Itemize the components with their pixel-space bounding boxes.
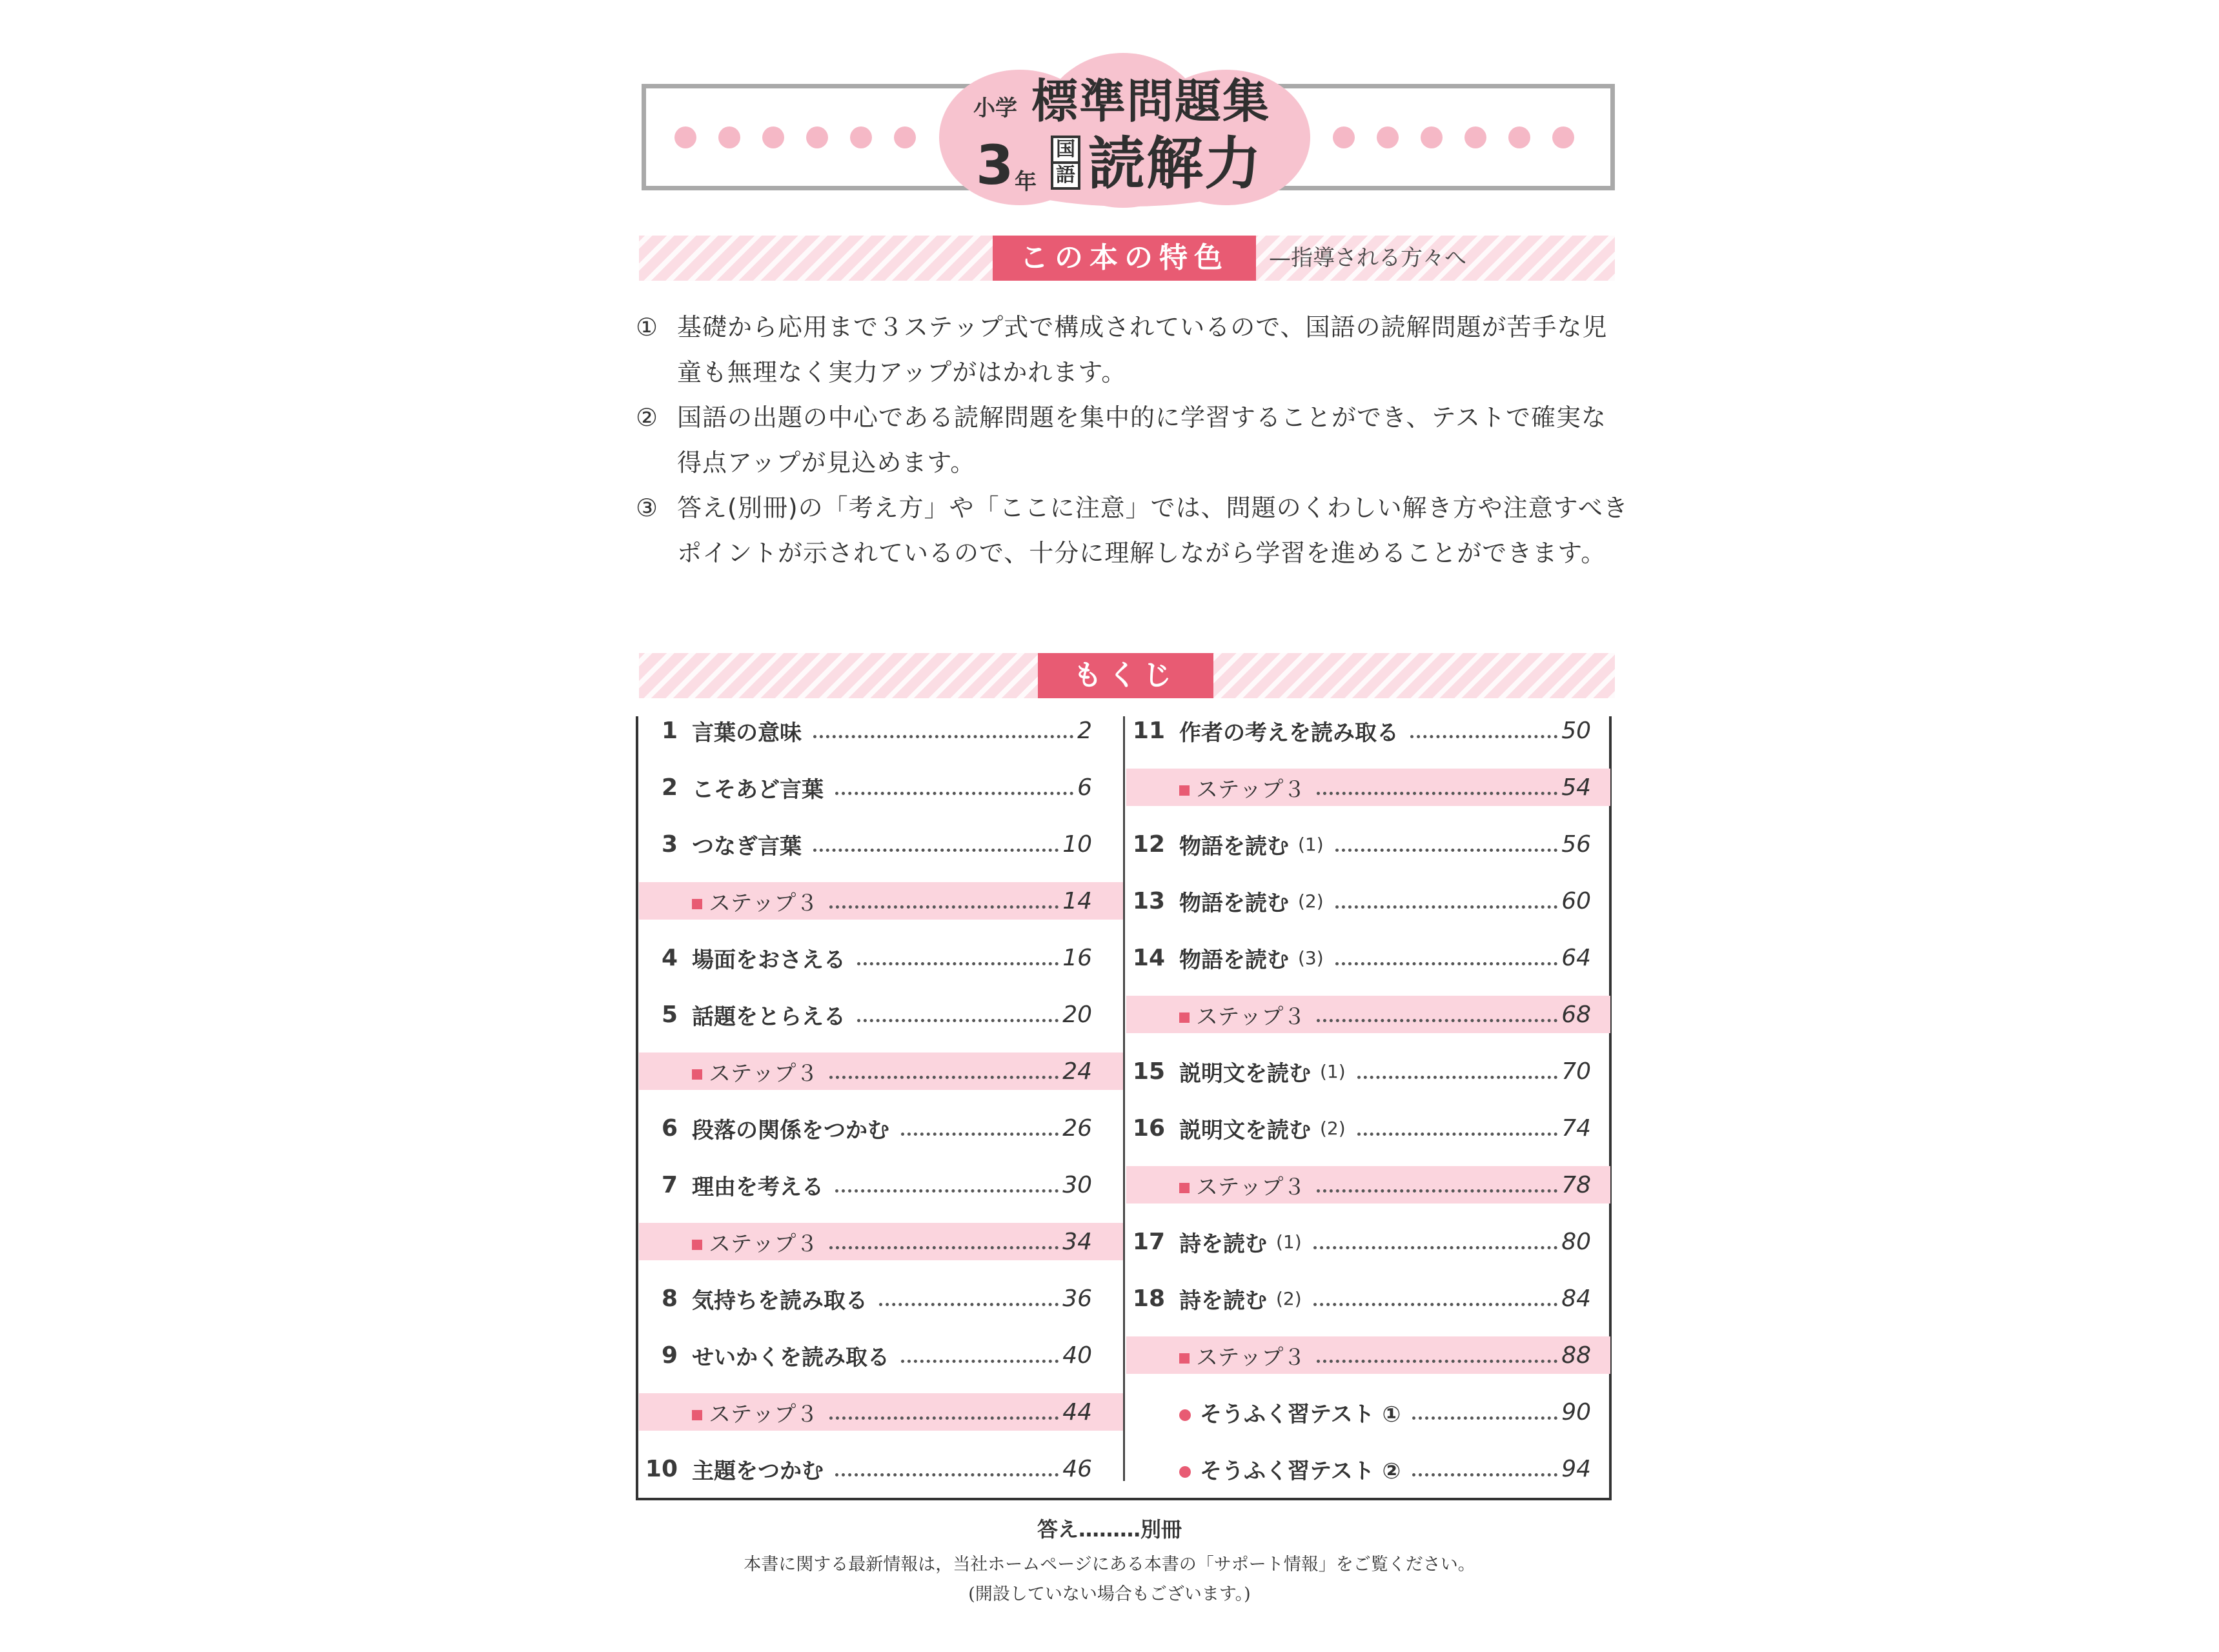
toc-leader	[1412, 1462, 1557, 1476]
toc-number: 17	[1132, 1228, 1165, 1255]
square-bullet-icon	[692, 1410, 702, 1420]
feature-item-1	[636, 305, 1630, 395]
feature-number: ①	[636, 313, 659, 341]
feature-number: ②	[636, 403, 659, 432]
toc-leader	[813, 837, 1059, 852]
toc-title: せいかくを読み取る	[692, 1344, 889, 1371]
square-bullet-icon	[1179, 1012, 1190, 1023]
toc-row[interactable]	[639, 996, 1123, 1033]
toc-right-column	[1126, 712, 1610, 1507]
toc-number: 4	[661, 944, 678, 971]
toc-row[interactable]	[1126, 1223, 1610, 1260]
toc-number: 1	[661, 717, 678, 744]
toc-title: 説明文を読む	[1179, 1060, 1311, 1087]
toc-title: 物語を読む	[1179, 947, 1289, 973]
decorative-dot	[1333, 126, 1355, 148]
grade-unit: 年	[1015, 169, 1037, 195]
grade-number: 3	[976, 134, 1015, 197]
toc-title-group	[1179, 715, 1399, 747]
toc-leader	[813, 723, 1073, 738]
toc-row[interactable]	[639, 712, 1123, 749]
toc-review-row[interactable]	[1126, 1393, 1610, 1431]
toc-leader	[857, 951, 1059, 965]
toc-step-row[interactable]	[639, 1393, 1123, 1431]
toc-title: そうふく習テスト ①	[1200, 1401, 1401, 1427]
toc-number: 7	[661, 1171, 678, 1198]
toc-row[interactable]	[639, 1166, 1123, 1204]
toc-title-group	[692, 772, 824, 803]
toc-leader	[835, 780, 1073, 795]
toc-title: ステップ３	[1196, 1174, 1306, 1200]
square-bullet-icon	[1179, 1353, 1190, 1364]
toc-leader	[901, 1121, 1059, 1136]
toc-number: 18	[1132, 1285, 1165, 1312]
toc-page-number: 20	[1062, 1001, 1092, 1028]
toc-row[interactable]	[1126, 882, 1610, 920]
decorative-dot	[762, 126, 784, 148]
toc-leader	[901, 1348, 1059, 1363]
toc-page-number: 80	[1561, 1228, 1591, 1255]
toc-page-number: 30	[1062, 1171, 1092, 1198]
toc-title-group	[1179, 1113, 1311, 1144]
toc-page-number: 78	[1561, 1171, 1591, 1198]
square-bullet-icon	[692, 1240, 702, 1250]
toc-page-number: 40	[1062, 1342, 1092, 1369]
toc-number: 8	[661, 1285, 678, 1312]
toc-page-number: 88	[1561, 1342, 1591, 1369]
toc-page-number: 94	[1561, 1455, 1591, 1482]
toc-leader	[829, 1064, 1059, 1079]
toc-title: こそあど言葉	[692, 776, 824, 803]
toc-title-group	[692, 1169, 824, 1201]
toc-page-number: 64	[1561, 944, 1591, 971]
toc-page-number: 54	[1561, 774, 1591, 801]
toc-step-row[interactable]	[639, 882, 1123, 920]
toc-title-group	[1179, 885, 1289, 917]
toc-title: ステップ３	[709, 890, 818, 916]
toc-step-row[interactable]	[1126, 1336, 1610, 1374]
toc-title: ステップ３	[709, 1401, 818, 1427]
feature-text: 国語の出題の中心である読解問題を集中的に学習することができ、テストで確実な得点アップが見込めます。	[677, 403, 1606, 477]
toc-title-group	[1179, 1340, 1305, 1371]
toc-title-group	[1179, 1453, 1401, 1485]
toc-number: 5	[661, 1001, 678, 1028]
toc-title-group	[1179, 1396, 1401, 1428]
toc-page-number: 74	[1561, 1114, 1591, 1142]
toc-title-group	[1179, 1226, 1267, 1258]
decorative-dot	[1377, 126, 1399, 148]
toc-title-group	[1179, 999, 1305, 1031]
toc-subpart: (1)	[1320, 1060, 1346, 1082]
toc-title-group	[692, 1113, 889, 1144]
toc-leader	[1317, 1178, 1557, 1193]
circle-bullet-icon	[1179, 1466, 1191, 1478]
toc-leader	[1357, 1064, 1558, 1079]
toc-title: 詩を読む	[1179, 1231, 1267, 1257]
toc-leader	[857, 1007, 1059, 1022]
toc-number: 15	[1132, 1058, 1165, 1085]
toc-subpart: (2)	[1320, 1117, 1346, 1139]
toc-title: 気持ちを読み取る	[692, 1287, 867, 1314]
toc-title: 物語を読む	[1179, 833, 1289, 860]
toc-leader	[1313, 1234, 1558, 1249]
toc-row[interactable]	[1126, 825, 1610, 863]
toc-title: 主題をつかむ	[692, 1458, 824, 1484]
square-bullet-icon	[1179, 785, 1190, 796]
toc-title-group	[692, 829, 802, 860]
toc-number: 16	[1132, 1114, 1165, 1142]
toc-page-number: 6	[1077, 774, 1092, 801]
toc-title: ステップ３	[709, 1231, 818, 1257]
toc-title: 段落の関係をつかむ	[692, 1117, 889, 1143]
toc-leader	[1317, 780, 1557, 795]
toc-title: ステップ３	[1196, 1344, 1306, 1371]
toc-page-number: 14	[1062, 887, 1092, 914]
toc-title-group	[1179, 1056, 1311, 1087]
subject-badge-bottom: 語	[1051, 164, 1080, 190]
toc-row[interactable]	[1126, 1109, 1610, 1147]
toc-label: もくじ	[1038, 653, 1213, 698]
decorative-dot	[894, 126, 916, 148]
toc-number: 12	[1132, 831, 1165, 858]
decorative-dot	[850, 126, 872, 148]
toc-row[interactable]	[639, 1280, 1123, 1317]
toc-leader	[1357, 1121, 1558, 1136]
decorative-dot	[1421, 126, 1443, 148]
toc-leader	[1335, 837, 1558, 852]
toc-page-number: 26	[1062, 1114, 1092, 1142]
toc-page-number: 60	[1561, 887, 1591, 914]
circle-bullet-icon	[1179, 1409, 1191, 1421]
toc-number: 10	[645, 1455, 678, 1482]
toc-title-group	[692, 1453, 824, 1485]
toc-leader	[1313, 1291, 1558, 1306]
features-label: この本の特色	[993, 236, 1256, 281]
toc-review-row[interactable]	[1126, 1450, 1610, 1487]
toc-leader	[879, 1291, 1059, 1306]
toc-page-number: 46	[1062, 1455, 1092, 1482]
toc-number: 6	[661, 1114, 678, 1142]
toc-leader	[1335, 951, 1558, 965]
toc-leader	[835, 1462, 1059, 1476]
toc-leader	[829, 894, 1059, 909]
toc-title: つなぎ言葉	[692, 833, 802, 860]
toc-subpart: (2)	[1276, 1287, 1302, 1309]
toc-row[interactable]	[1126, 1280, 1610, 1317]
toc-leader	[829, 1234, 1059, 1249]
toc-title-group	[692, 1056, 818, 1087]
square-bullet-icon	[692, 899, 702, 909]
toc-left-column	[639, 712, 1123, 1507]
toc-step-row[interactable]	[1126, 1166, 1610, 1204]
toc-page-number: 56	[1561, 831, 1591, 858]
feature-text: 基礎から応用まで３ステップ式で構成されているので、国語の読解問題が苦手な児童も無理なく実力アップがはかれます。	[677, 313, 1608, 387]
subject-badge-top: 国	[1051, 136, 1080, 164]
toc-page-number: 84	[1561, 1285, 1591, 1312]
toc-leader	[829, 1405, 1059, 1420]
decorative-dot	[1464, 126, 1486, 148]
toc-number: 9	[661, 1342, 678, 1369]
toc-title: ステップ３	[709, 1060, 818, 1087]
toc-page-number: 68	[1561, 1001, 1591, 1028]
toc-subpart: (1)	[1298, 833, 1324, 855]
decorative-dot	[806, 126, 828, 148]
feature-item-2	[636, 395, 1630, 485]
toc-title-group	[692, 999, 846, 1031]
toc-title: 詩を読む	[1179, 1287, 1267, 1314]
feature-text: 答え(別冊)の「考え方」や「ここに注意」では、問題のくわしい解き方や注意すべきポイントが示されているので、十分に理解しながら学習を進めることができます。	[677, 494, 1628, 567]
toc-title: 言葉の意味	[692, 720, 802, 746]
toc-page-number: 2	[1077, 717, 1092, 744]
toc-leader	[1317, 1348, 1557, 1363]
toc-leader	[1317, 1007, 1557, 1022]
toc-title-group	[1179, 1283, 1267, 1315]
toc-leader	[1412, 1405, 1557, 1420]
toc-title: 理由を考える	[692, 1174, 824, 1200]
toc-title: ステップ３	[1196, 1003, 1306, 1030]
toc-number: 13	[1132, 887, 1165, 914]
toc-title-group	[1179, 1169, 1305, 1201]
support-notice-paren: (開設していない場合もございます。)	[968, 1584, 1251, 1604]
toc-title-group	[692, 942, 846, 974]
toc-row[interactable]	[639, 1109, 1123, 1147]
toc-row[interactable]	[639, 769, 1123, 806]
toc-title-group	[692, 1283, 867, 1315]
book-title: 読解力	[1088, 130, 1263, 197]
toc-title: 作者の考えを読み取る	[1179, 720, 1399, 746]
toc-number: 11	[1132, 717, 1165, 744]
toc-leader	[835, 1178, 1059, 1193]
subject-badge	[1051, 136, 1080, 190]
toc-leader	[1335, 894, 1558, 909]
decorative-dot	[718, 126, 740, 148]
decorative-dot	[1508, 126, 1530, 148]
toc-row[interactable]	[1126, 939, 1610, 976]
features-subtitle: —指導される方々へ	[1269, 245, 1466, 271]
toc-title: そうふく習テスト ②	[1200, 1458, 1401, 1484]
toc-subpart: (2)	[1298, 890, 1324, 912]
toc-row[interactable]	[1126, 1053, 1610, 1090]
toc-page-number: 24	[1062, 1058, 1092, 1085]
toc-leader	[1410, 723, 1557, 738]
toc-title-group	[692, 1226, 818, 1258]
square-bullet-icon	[1179, 1183, 1190, 1193]
toc-step-row[interactable]	[639, 1053, 1123, 1090]
toc-page-number: 16	[1062, 944, 1092, 971]
toc-step-row[interactable]	[1126, 996, 1610, 1033]
series-title: 標準問題集	[1031, 74, 1271, 128]
decorative-dot	[1552, 126, 1574, 148]
toc-column-divider	[1123, 716, 1125, 1481]
toc-title: 説明文を読む	[1179, 1117, 1311, 1143]
feature-number: ③	[636, 494, 659, 522]
toc-page-number: 10	[1062, 831, 1092, 858]
support-notice: 本書に関する最新情報は，当社ホームページにある本書の「サポート情報」をご覧ください。	[744, 1555, 1475, 1575]
toc-subpart: (3)	[1298, 947, 1324, 969]
toc-title-group	[1179, 772, 1305, 803]
toc-number: 3	[661, 831, 678, 858]
toc-step-row[interactable]	[639, 1223, 1123, 1260]
toc-title-group	[692, 885, 818, 917]
toc-subpart: (1)	[1276, 1231, 1302, 1253]
toc-title-group	[1179, 829, 1289, 860]
toc-title: 物語を読む	[1179, 890, 1289, 916]
toc-page-number: 34	[1062, 1228, 1092, 1255]
toc-row[interactable]	[639, 1450, 1123, 1487]
feature-item-3	[636, 485, 1630, 621]
toc-title: ステップ３	[1196, 776, 1306, 803]
decorative-dot	[674, 126, 696, 148]
toc-title-group	[692, 1340, 889, 1371]
toc-page-number: 90	[1561, 1398, 1591, 1425]
toc-number: 2	[661, 774, 678, 801]
toc-page-number: 36	[1062, 1285, 1092, 1312]
toc-page-number: 50	[1561, 717, 1591, 744]
toc-title-group	[1179, 942, 1289, 974]
square-bullet-icon	[692, 1069, 702, 1080]
answers-note: 答え………別冊	[1037, 1517, 1182, 1542]
toc-title-group	[692, 715, 802, 747]
toc-title-group	[692, 1396, 818, 1428]
toc-row[interactable]	[639, 1336, 1123, 1374]
toc-page-number: 70	[1561, 1058, 1591, 1085]
toc-page-number: 44	[1062, 1398, 1092, 1425]
toc-row[interactable]	[639, 939, 1123, 976]
toc-row[interactable]	[639, 825, 1123, 863]
level-label: 小学	[973, 96, 1017, 121]
toc-step-row[interactable]	[1126, 769, 1610, 806]
toc-title: 場面をおさえる	[692, 947, 846, 973]
toc-row[interactable]	[1126, 712, 1610, 749]
toc-number: 14	[1132, 944, 1165, 971]
toc-title: 話題をとらえる	[692, 1003, 846, 1030]
